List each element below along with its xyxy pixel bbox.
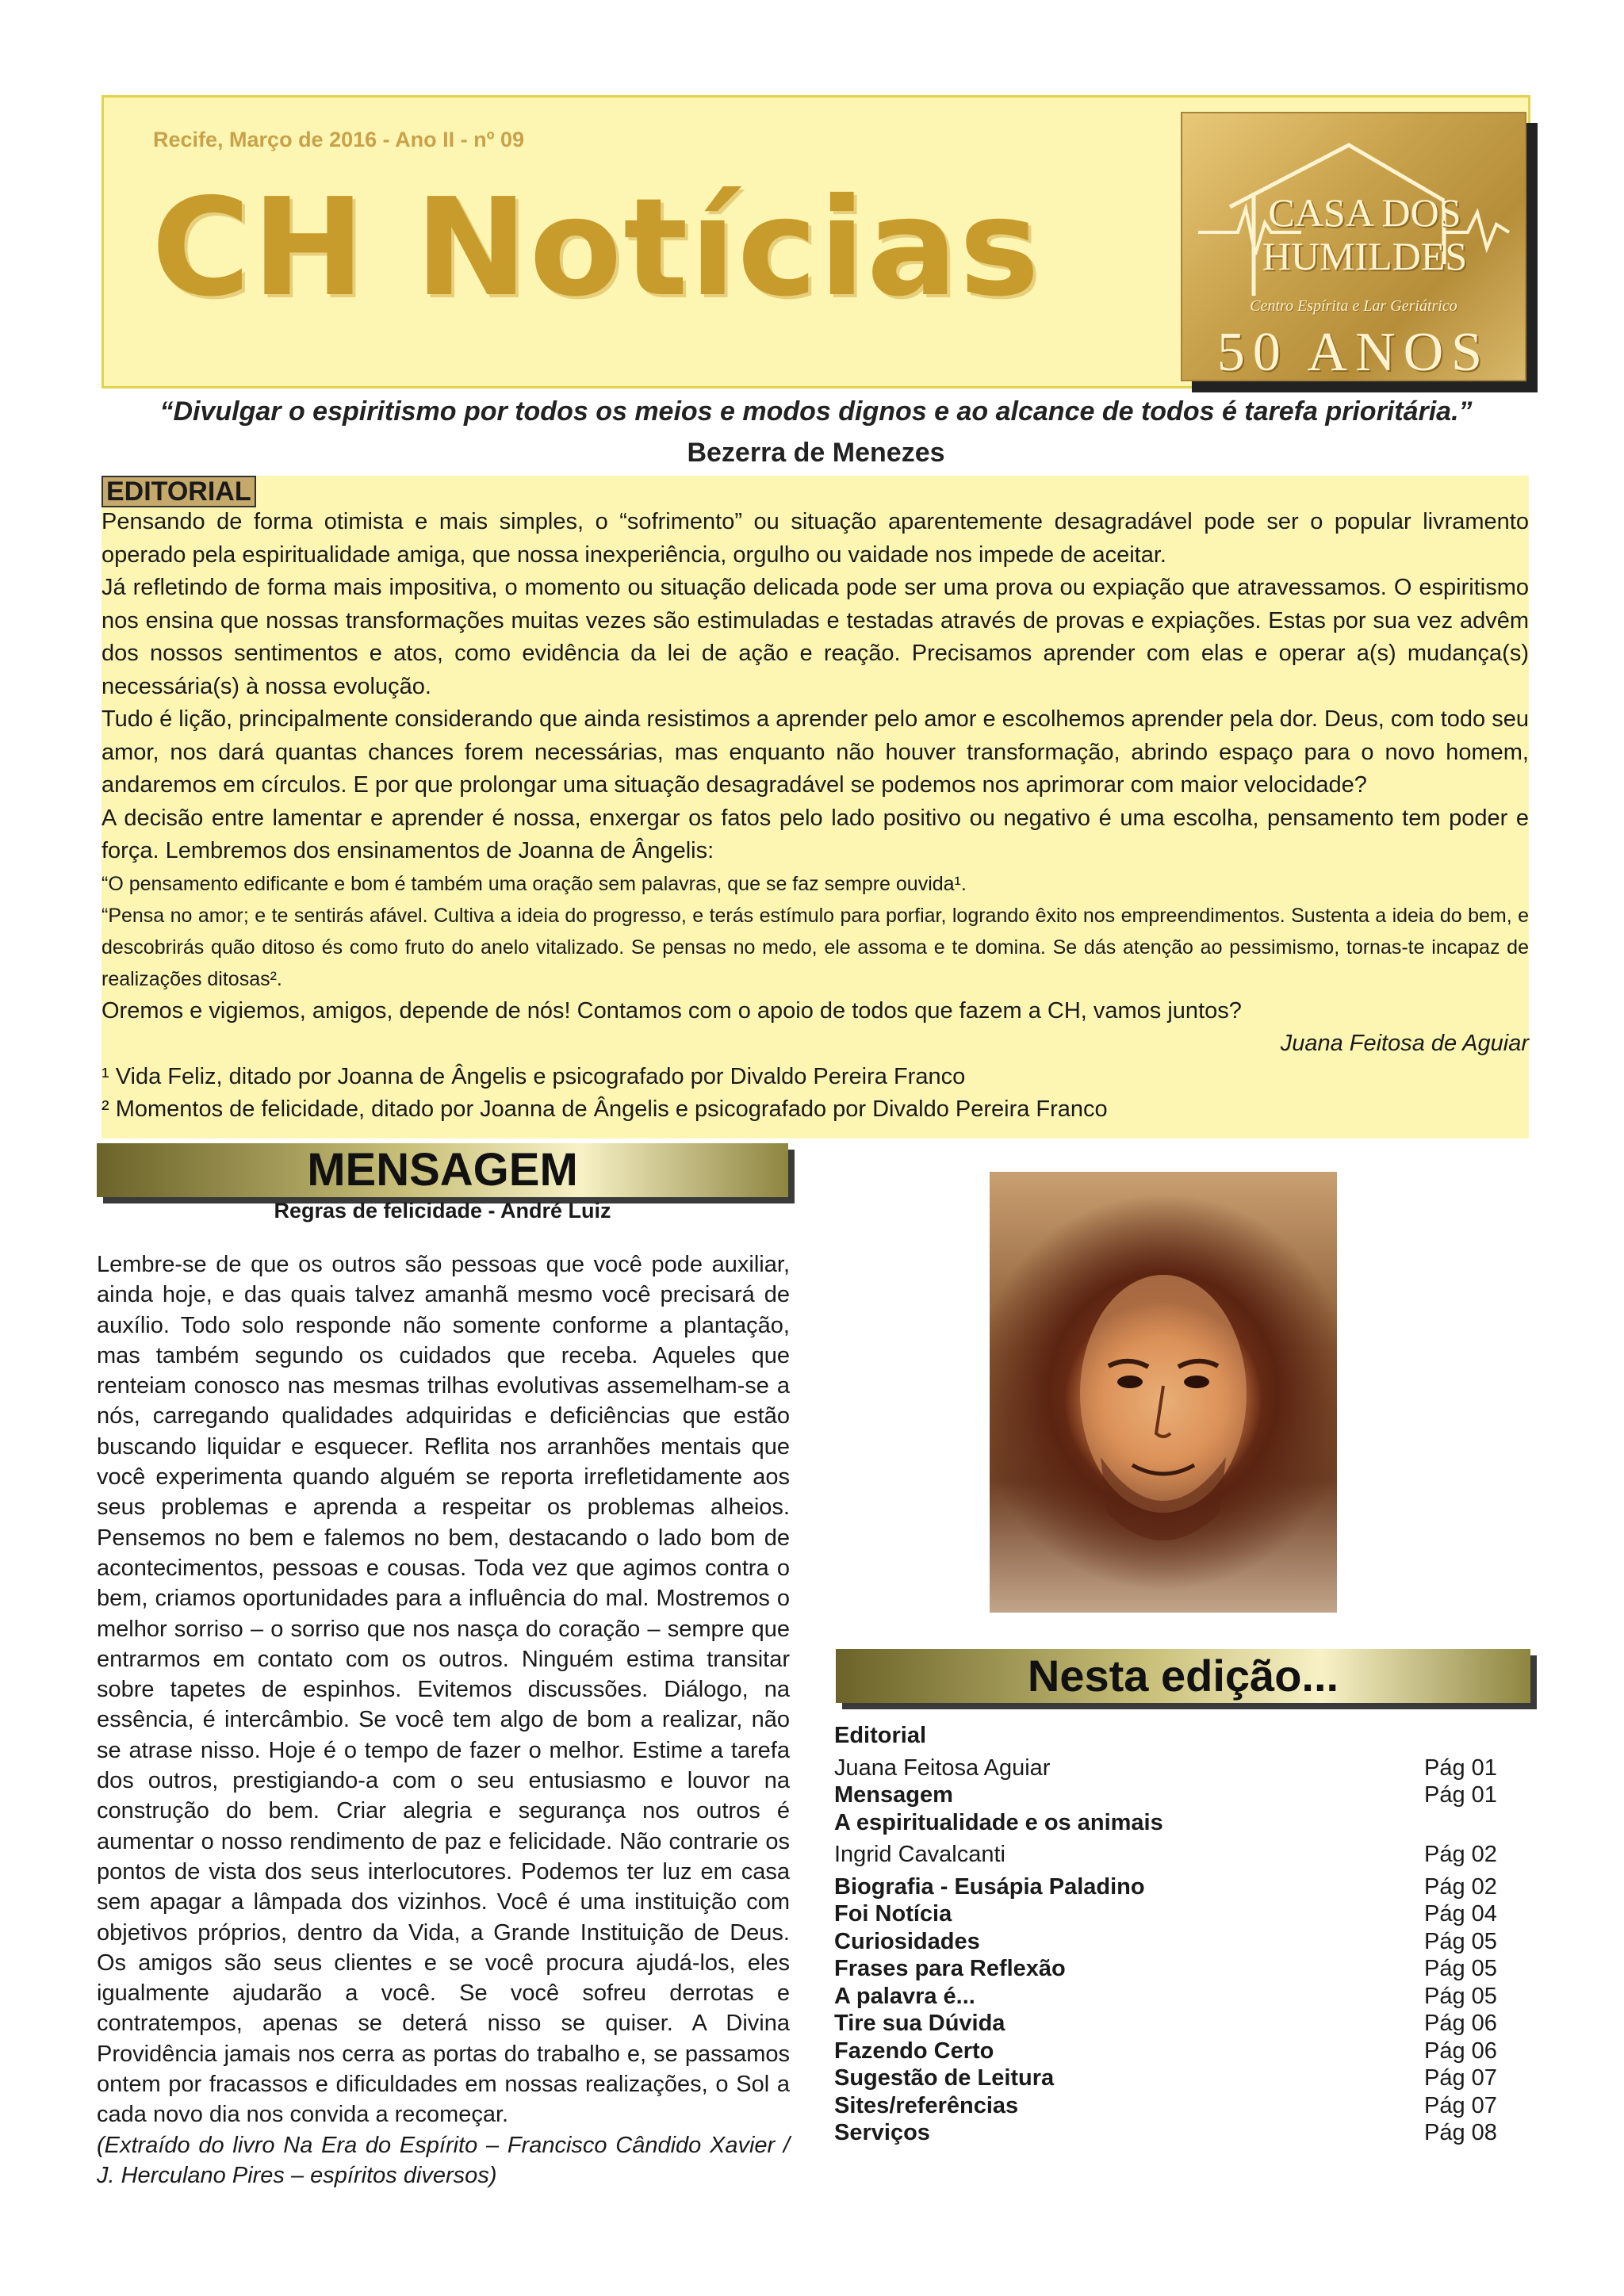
contents-item — [834, 1722, 1500, 1750]
contents-item — [834, 1781, 1500, 1809]
contents-item-title: Frases para Reflexão — [834, 1956, 1066, 1981]
jesus-portrait-image — [990, 1172, 1337, 1613]
contents-item — [834, 2038, 1500, 2065]
contents-item — [834, 1928, 1500, 1956]
editorial-paragraph: A decisão entre lamentar e aprender é nossa, enxergar os fatos pelo lado positivo ou negativo é uma escolha, pensamento tem poder e força. Lembremos dos ensinamentos de Joanna de Ângelis: — [102, 805, 1529, 863]
mensagem-text: Lembre-se de que os outros são pessoas que você pode auxiliar, ainda hoje, e das quais talvez amanhã mesmo você precisará de auxílio. Todo solo responde não somente conforme a plantação, mas também segundo os cuidados que receba. Aqueles que renteiam conosco nas mesmas trilhas evolutivas assemelham-se a nós, carregando qualidades adquiridas e deficiências que estão buscando liquidar e esquecer. Reflita nos arranhões mentais que você experimenta quando alguém se reporta irrefletidamente aos seus problemas e aprenda a respeitar os problemas alheios. Pensemos no bem e falemos no bem, destacando o lado bom de acontecimentos, pessoas e cousas. Toda vez que agimos contra o bem, criamos oportunidades para a influência do mal. Mostremos o melhor sorriso – o sorriso que nos nasça do coração – sempre que entrarmos em contato com os outros. Ninguém estima transitar sobre tapetes de espinhos. Evitemos discussões. Diálogo, na essência, é intercâmbio. Se você tem algo de bom a realizar, não se atrase nisso. Hoje é o tempo de fazer o melhor. Estime a tarefa dos outros, prestigiando-a com o seu entusiasmo e louvor na construção do bem. Criar alegria e segurança nos outros é aumentar o nosso rendimento de paz e felicidade. Não contrarie os pontos de vista dos seus interlocutores. Podemos ter luz em casa sem apagar a lâmpada dos vizinhos. Você é uma instituição com objetivos próprios, dentro da Vida, a Grande Instituição de Deus. Os amigos são seus clientes e se você procura ajudá-los, eles igualmente ajudarão a você. Se você sofreu derrotas e contratempos, apenas se deterá nisso se quiser. A Divina Providência jamais nos cerra as portas do trabalho e, se passamos ontem por fracassos e dificuldades em nossas realizações, o Sol a cada novo dia nos convida a recomeçar. — [97, 1252, 790, 2128]
editorial-paragraph: Tudo é lição, principalmente considerando que ainda resistimos a aprender pelo amor e escolhemos aprender pela dor. Deus, com todo seu amor, nos dará quantas chances forem necessárias, mas enquanto não houver transformação, abrindo espaço para o novo homem, andaremos em círculos. E por que prolongar uma situação desagradável se podemos nos aprimorar com maior velocidade? — [102, 706, 1529, 798]
contents-item — [834, 1955, 1500, 1983]
contents-item-page: Pág 07 — [1424, 2065, 1497, 2091]
issue-line: Recife, Março de 2016 - Ano II - nº 09 — [153, 128, 525, 151]
contents-item-title: Curiosidades — [834, 1928, 980, 1954]
contents-item-title: Ingrid Cavalcanti — [834, 1842, 1005, 1867]
editorial-closing: Oremos e vigiemos, amigos, depende de nós! Contamos com o apoio de todos que fazem a CH, vamos juntos? — [102, 997, 1242, 1024]
contents-item-page: Pág 02 — [1424, 1842, 1497, 1867]
contents-item-title: Editorial — [834, 1723, 927, 1748]
contents-item — [834, 2119, 1500, 2147]
editorial-signature: Juana Feitosa de Aguiar — [1280, 1031, 1529, 1056]
contents-item-page: Pág 08 — [1424, 2120, 1497, 2145]
contents-item-title: Sites/referências — [834, 2092, 1019, 2118]
editorial-body — [102, 506, 1529, 1127]
contents-item — [834, 2010, 1500, 2038]
contents-item-page: Pág 07 — [1424, 2092, 1497, 2118]
contents-item-title: Sugestão de Leitura — [834, 2065, 1055, 2091]
contents-item-title: A palavra é... — [834, 1983, 975, 2009]
logo-name-line1: CASA DOS — [1268, 190, 1461, 235]
contents-heading: Nesta edição... — [836, 1649, 1530, 1703]
contents-item-page: Pág 01 — [1424, 1782, 1497, 1808]
masthead — [102, 95, 1530, 388]
contents-item — [834, 1983, 1500, 2011]
logo-name-line2: HUMILDES — [1262, 234, 1468, 278]
contents-item — [834, 1755, 1500, 1782]
mensagem-source: (Extraído do livro Na Era do Espírito – Francisco Cândido Xavier / J. Herculano Pires – espíritos diversos) — [97, 2132, 790, 2188]
contents-item-title: Foi Notícia — [834, 1901, 952, 1927]
contents-list — [834, 1722, 1500, 2147]
contents-item — [834, 1873, 1500, 1901]
contents-item-page: Pág 05 — [1424, 1956, 1497, 1981]
editorial-section — [102, 476, 1529, 1138]
contents-item-page: Pág 02 — [1424, 1873, 1497, 1900]
epigraph-author: Bezerra de Menezes — [687, 438, 945, 468]
contents-item-page: Pág 04 — [1424, 1901, 1497, 1927]
contents-item — [834, 2092, 1500, 2120]
contents-item-page: Pág 05 — [1424, 1928, 1497, 1954]
casa-dos-humildes-logo — [1181, 112, 1526, 381]
editorial-paragraph: Já refletindo de forma mais impositiva, o momento ou situação delicada pode ser uma prova ou expiação que atravessamos. O espiritismo nos ensina que nossas transformações muitas vezes são estimuladas e testadas através de provas e expiações. Estas por sua vez advêm dos nossos sentimentos e atos, como evidência da lei de ação e reação. Precisamos aprender com elas e operar a(s) mudança(s) necessária(s) à nossa evolução. — [102, 575, 1529, 699]
contents-item-title: Biografia - Eusápia Paladino — [834, 1873, 1145, 1900]
epigraph-quote: “Divulgar o espiritismo por todos os meios e modos dignos e ao alcance de todos é tarefa prioritária.” — [159, 396, 1473, 427]
contents-item-page: Pág 06 — [1424, 2011, 1497, 2036]
contents-item-title: A espiritualidade e os animais — [834, 1809, 1163, 1835]
editorial-paragraph: Pensando de forma otimista e mais simples, o “sofrimento” ou situação aparentemente desagradável pode ser o popular livramento operado pela espiritualidade amiga, que nossa inexperiência, orgulho ou vaidade nos impede de aceitar. — [102, 509, 1529, 568]
logo-anniversary: 50 ANOS — [1216, 322, 1491, 381]
contents-item — [834, 1841, 1500, 1869]
editorial-quote: “O pensamento edificante e bom é também uma oração sem palavras, que se faz sempre ouvida¹. — [102, 872, 967, 895]
contents-item — [834, 1809, 1500, 1837]
contents-item-title: Tire sua Dúvida — [834, 2011, 1005, 2036]
face-illustration-icon — [990, 1172, 1337, 1613]
contents-item-page: Pág 06 — [1424, 2038, 1497, 2064]
footnote: ² Momentos de felicidade, ditado por Joanna de Ângelis e psicografado por Divaldo Pereira Franco — [102, 1096, 1108, 1122]
newsletter-title: CH Notícias — [151, 170, 1041, 327]
contents-item-page: Pág 01 — [1424, 1755, 1497, 1781]
logo-subtitle: Centro Espírita e Lar Geriátrico — [1250, 297, 1457, 315]
editorial-heading: EDITORIAL — [102, 476, 256, 507]
footnote: ¹ Vida Feliz, ditado por Joanna de Ângelis e psicografado por Divaldo Pereira Franco — [102, 1063, 966, 1089]
editorial-quote: “Pensa no amor; e te sentirás afável. Cultiva a ideia do progresso, e terás estímulo para porfiar, logrando êxito nos empreendimentos. Sustenta a ideia do bem, e descobrirás quão ditoso és como fruto do anelo vitalizado. Se pensas no medo, ele assoma e te domina. Se dás atenção ao pessimismo, tornas-te incapaz de realizações ditosas². — [102, 904, 1529, 990]
contents-item-title: Serviços — [834, 2120, 930, 2145]
logo-name — [1230, 191, 1500, 278]
contents-item — [834, 2064, 1500, 2092]
contents-item-title: Fazendo Certo — [834, 2038, 994, 2064]
mensagem-body — [97, 1249, 790, 2191]
contents-item-title: Mensagem — [834, 1782, 953, 1808]
mensagem-subtitle: Regras de felicidade - André Luiz — [274, 1199, 611, 1223]
contents-item-title: Juana Feitosa Aguiar — [834, 1755, 1051, 1781]
contents-item — [834, 1900, 1500, 1928]
contents-item-page: Pág 05 — [1424, 1983, 1497, 2009]
mensagem-heading: MENSAGEM — [97, 1143, 788, 1197]
